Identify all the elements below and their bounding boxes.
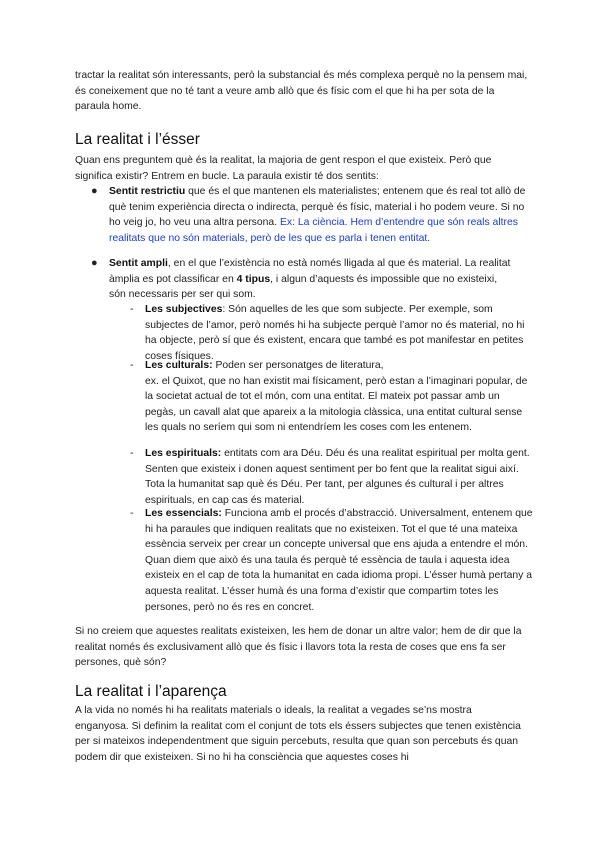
term-sentit-restrictiu: Sentit restrictiu [109,186,186,197]
section1-intro: Quan ens preguntem què és la realitat, la majoria de gent respon el que existeix. Però que significa existir? Entrem en bucle. La paraula existir té dos sentits: [75,155,492,182]
subitem-culturals [145,358,533,436]
term-espirituals: Les espirituals: [145,448,222,459]
subitem-subjectives [145,302,533,364]
dash-marker: - [130,508,134,519]
term-essencials: Les essencials: [145,508,222,519]
subitem-text-continued: ex. el Quixot, que no han existit mai físicament, però estan a l’imaginari popular, de la societat actual de tot el món, com una entitat. El mateix pot passar amb un pegàs, un cavall alat que apareix a la mitologia clàssica, una entitat cultural sense les quals no seríem qui som ni entendríem les coses com les entenem. [145,375,528,434]
bullet1-text: que és el que mantenen els materialistes; entenem que és real tot allò de què tenim experiència directa o indirecta, perquè és físic, material i ho podem veure. Si no ho veig jo, ho veu una altra persona. [109,186,526,229]
subitem-text: : Són aquelles de les que som subjecte. Per exemple, som subjectes de l’amor, però només hi ha subjecte perquè l’amor no és material, no hi ha objecte, però sí que és existent, encara que també es pot manifestar en petites coses físiques. [145,304,525,362]
bullet2-text-a: , en el que l’existència no està només lligada al que és material. La realitat àmplia es pot classificar en [109,258,511,285]
bullet-marker: ● [91,257,98,269]
bullet-sentit-restrictiu [109,184,527,246]
section1-closing: Si no creiem que aquestes realitats existeixen, les hem de donar un altre valor; hem de dir que la realitat només és exclusivament allò que és físic i llavors tota la resta de coses que ens fa ser persones, què són? [75,626,522,669]
subitem-espirituals [145,446,537,508]
term-sentit-ampli: Sentit ampli [109,258,168,269]
subitem-text: entitats com ara Déu. Déu és una realitat espiritual per molta gent. Senten que existeix i donen aquest sentiment per bo fent que la realitat sigui així. Tota la humanitat sap què és Déu. Per tant, per algunes és cultural i per altres espirituals, en cap cas és material. [145,448,530,506]
bullet2-text-b: , i algun d’aquests és impossible que no existeixi, són necessaris per ser qui som. [109,273,498,301]
term-subjectives: Les subjectives [145,304,223,315]
dash-marker: - [130,360,134,371]
subitem-text: Poden ser personatges de literatura, [212,360,384,371]
subitem-text: Funciona amb el procés d’abstracció. Universalment, entenem que hi ha paraules que indiquen realitats que no existeixen. Tot el que té una mateixa essència serveix per crear un concepte universal que ens ajuda a entendre el món. [145,508,533,551]
section-heading-realitat-aparenca: La realitat i l’aparença [75,683,227,700]
term-culturals: Les culturals: [145,360,213,371]
bullet-marker: ● [91,185,98,197]
example-link-text[interactable]: Ex: La ciència. Hem d’entendre que són reals altres realitats que no són materials, però de les que es parla i tenen entitat. [109,217,518,244]
intro-paragraph: tractar la realitat són interessants, però la substancial és més complexa perquè no la pensem mai, és coneixement que no té tant a veure amb allò que és físic com el que hi ha per sota de la paraula home. [75,70,528,113]
section2-paragraph: A la vida no només hi ha realitats materials o ideals, la realitat a vegades se’ns mostra enganyosa. Si definim la realitat com el conjunt de tots els éssers subjectes que tenen existència per si mateixos independentment que siguin percebuts, resulta que quan son percebuts és quan podem dir que existeixen. Si no hi ha consciència que aquestes coses hi [75,705,521,763]
bullet2-bold-count: 4 tipus [236,273,271,285]
bullet-sentit-ampli [109,256,514,303]
section-heading-realitat-esser: La realitat i l’ésser [75,131,200,148]
dash-marker: - [130,304,134,315]
dash-marker: - [130,448,134,459]
subitem-text-continued: Quan diem que això és una taula és perquè té essència de taula i aquesta idea existeix en el cap de tota la humanitat en cada idioma propi. L’ésser humà pertany a aquesta realitat. L’ésser humà és una forma d’existir que compartim totes les persones, però no és res en concret. [145,554,532,613]
subitem-essencials [145,506,533,615]
